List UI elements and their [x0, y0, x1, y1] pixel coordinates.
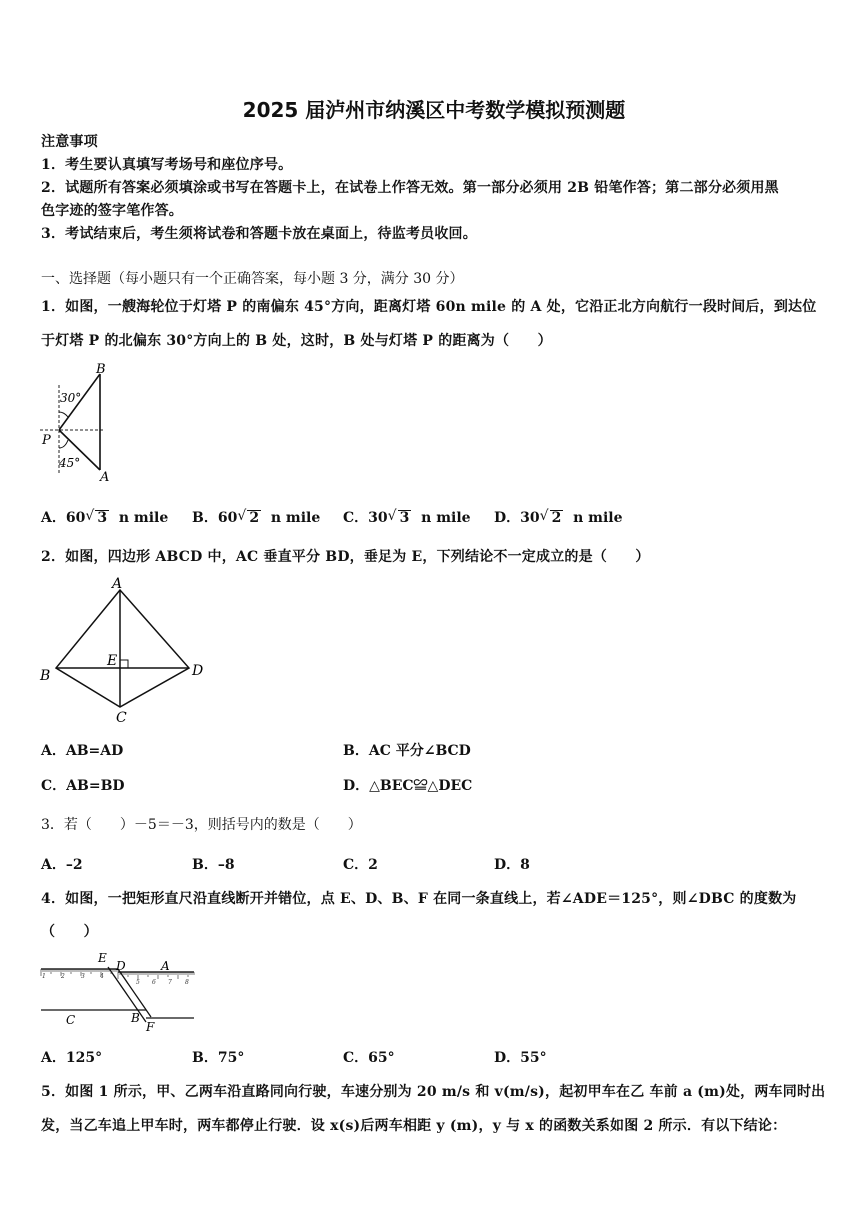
- q2-option-d[interactable]: D．△BEC≌△DEC: [343, 778, 473, 794]
- q1-label-a: A: [100, 470, 110, 485]
- q1-stem-line1: 1．如图，一艘海轮位于灯塔 P 的南偏东 45°方向，距离灯塔 60n mile 的 A 处，它沿正北方向航行一段时间后，到达位: [41, 299, 817, 315]
- sqrt-symbol: √ 3: [86, 510, 109, 526]
- q4-tick-5: 5: [136, 979, 140, 986]
- q2-option-c[interactable]: C．AB=BD: [41, 778, 125, 794]
- q4-label-f: F: [146, 1020, 155, 1034]
- q4-label-e: E: [98, 951, 107, 965]
- q4-tick-3: 3: [81, 973, 85, 980]
- q4-label-d: D: [116, 959, 126, 973]
- q4-option-a[interactable]: A．125°: [41, 1050, 103, 1066]
- q1-label-b: B: [96, 362, 106, 377]
- q4-stem-line2: （ ）: [41, 924, 98, 940]
- q4-figure: [38, 950, 203, 1034]
- notice-item-1: 1．考生要认真填写考场号和座位序号。: [41, 157, 293, 173]
- q4-option-d[interactable]: D．55°: [494, 1050, 547, 1066]
- q1-option-a[interactable]: A．60√ 3 n mile: [41, 507, 168, 527]
- sqrt-symbol: √ 2: [238, 510, 261, 526]
- q2-figure: [38, 574, 213, 726]
- q1-option-c[interactable]: C．30√ 3 n mile: [343, 507, 471, 527]
- q3-option-b[interactable]: B．–8: [192, 857, 235, 873]
- q5-stem-line1: 5．如图 1 所示，甲、乙两车沿直路同向行驶，车速分别为 20 m/s 和 v(m/s)，起初甲车在乙 车前 a (m)处，两车同时出: [41, 1084, 826, 1100]
- q4-option-c[interactable]: C．65°: [343, 1050, 395, 1066]
- sqrt-symbol: √ 2: [541, 510, 564, 526]
- notice-item-2: 2．试题所有答案必须填涂或书写在答题卡上，在试卷上作答无效。第一部分必须用 2B 铅笔作答；第二部分必须用黑: [41, 180, 779, 196]
- q2-label-c: C: [116, 710, 127, 726]
- q4-tick-1: 1: [42, 973, 46, 980]
- q1-angle-45: 45°: [59, 456, 81, 470]
- section-heading: 一、选择题（每小题只有一个正确答案，每小题 3 分，满分 30 分）: [41, 271, 464, 287]
- q4-label-a: A: [161, 959, 170, 973]
- q4-tick-7: 7: [168, 979, 172, 986]
- q1-option-d[interactable]: D．30√ 2 n mile: [494, 507, 623, 527]
- q2-label-e: E: [107, 653, 118, 669]
- q4-tick-2: 2: [61, 973, 65, 980]
- q2-option-a[interactable]: A．AB=AD: [41, 743, 124, 759]
- q4-stem-line1: 4．如图，一把矩形直尺沿直线断开并错位，点 E、D、B、F 在同一条直线上，若∠ADE＝125°，则∠DBC 的度数为: [41, 891, 797, 907]
- q4-option-b[interactable]: B．75°: [192, 1050, 245, 1066]
- q3-option-a[interactable]: A．–2: [41, 857, 83, 873]
- q1-figure: [38, 360, 118, 485]
- q5-stem-line2: 发，当乙车追上甲车时，两车都停止行驶．设 x(s)后两车相距 y (m)，y 与 x 的函数关系如图 2 所示．有以下结论：: [41, 1118, 787, 1134]
- q2-label-b: B: [40, 668, 51, 684]
- q3-option-d[interactable]: D．8: [494, 857, 530, 873]
- q2-option-b[interactable]: B．AC 平分∠BCD: [343, 743, 471, 759]
- notice-heading: 注意事项: [41, 134, 98, 150]
- page-title: 2025 届泸州市纳溪区中考数学模拟预测题: [242, 98, 626, 122]
- notice-item-3: 3．考试结束后，考生须将试卷和答题卡放在桌面上，待监考员收回。: [41, 226, 477, 242]
- q1-stem-line2: 于灯塔 P 的北偏东 30°方向上的 B 处，这时，B 处与灯塔 P 的距离为（ ）: [41, 333, 552, 349]
- q1-angle-30: 30°: [60, 391, 82, 405]
- q1-option-b[interactable]: B．60√ 2 n mile: [192, 507, 320, 527]
- q2-stem: 2．如图，四边形 ABCD 中，AC 垂直平分 BD，垂足为 E，下列结论不一定成立的是（ ）: [41, 549, 650, 565]
- notice-item-2-cont: 色字迹的签字笔作答。: [41, 203, 183, 219]
- q4-label-c: C: [66, 1013, 76, 1027]
- q3-option-c[interactable]: C．2: [343, 857, 378, 873]
- q3-stem: 3．若（ ）－5＝－3，则括号内的数是（ ）: [41, 817, 362, 833]
- sqrt-symbol: √ 3: [389, 510, 412, 526]
- q2-label-d: D: [192, 663, 204, 679]
- q4-tick-6: 6: [152, 979, 156, 986]
- q4-tick-8: 8: [185, 979, 189, 986]
- q4-label-b: B: [131, 1011, 140, 1025]
- q1-label-p: P: [42, 433, 51, 448]
- q2-label-a: A: [112, 576, 123, 592]
- q4-tick-4: 4: [100, 973, 104, 980]
